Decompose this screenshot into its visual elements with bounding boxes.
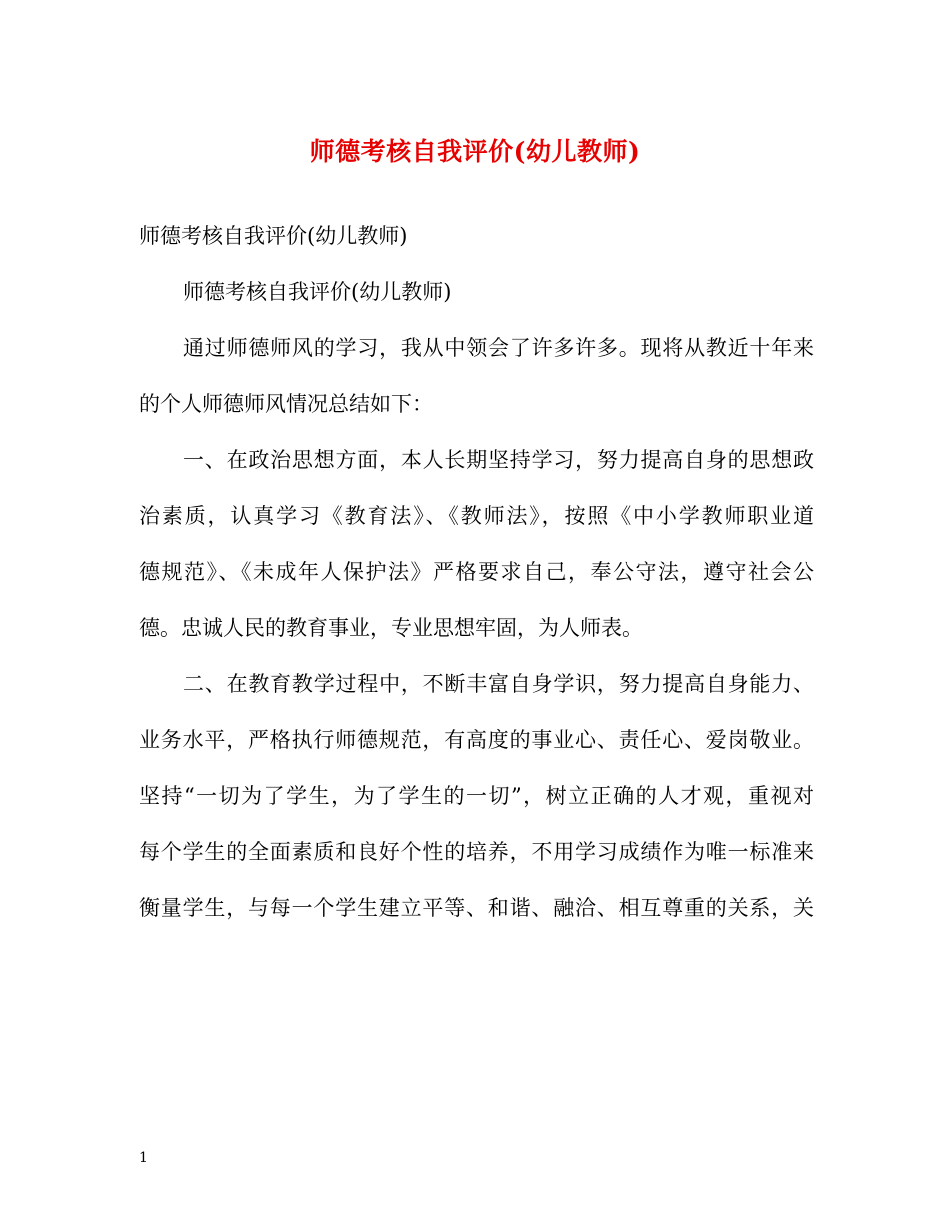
body-line: 衡量学生，与每一个学生建立平等、和谐、融洽、相互尊重的关系，关 — [139, 896, 814, 920]
body-line: 治素质，认真学习《教育法》、《教师法》，按照《中小学教师职业道 — [139, 504, 814, 528]
body-line: 业务水平，严格执行师德规范，有高度的事业心、责任心、爱岗敬业。 — [139, 728, 814, 752]
document-body — [139, 219, 814, 947]
body-line: 一、在政治思想方面，本人长期坚持学习，努力提高自身的思想政 — [183, 448, 814, 472]
body-line: 通过师德师风的学习，我从中领会了许多许多。现将从教近十年来 — [183, 336, 814, 360]
page-number: 1 — [139, 1150, 148, 1166]
body-line: 德规范》、《未成年人保护法》严格要求自己，奉公守法，遵守社会公 — [139, 560, 814, 584]
body-line: 坚持“一切为了学生，为了学生的一切”，树立正确的人才观，重视对 — [139, 784, 814, 808]
body-line: 师德考核自我评价(幼儿教师) — [183, 280, 452, 304]
document-title: 师德考核自我评价(幼儿教师) — [309, 137, 641, 166]
body-line: 德。忠诚人民的教育事业，专业思想牢固，为人师表。 — [139, 616, 643, 640]
body-line: 二、在教育教学过程中，不断丰富自身学识，努力提高自身能力、 — [183, 672, 814, 696]
body-line: 师德考核自我评价(幼儿教师) — [139, 224, 408, 248]
body-line: 每个学生的全面素质和良好个性的培养，不用学习成绩作为唯一标准来 — [139, 840, 814, 864]
body-line: 的个人师德师风情况总结如下： — [139, 392, 433, 416]
